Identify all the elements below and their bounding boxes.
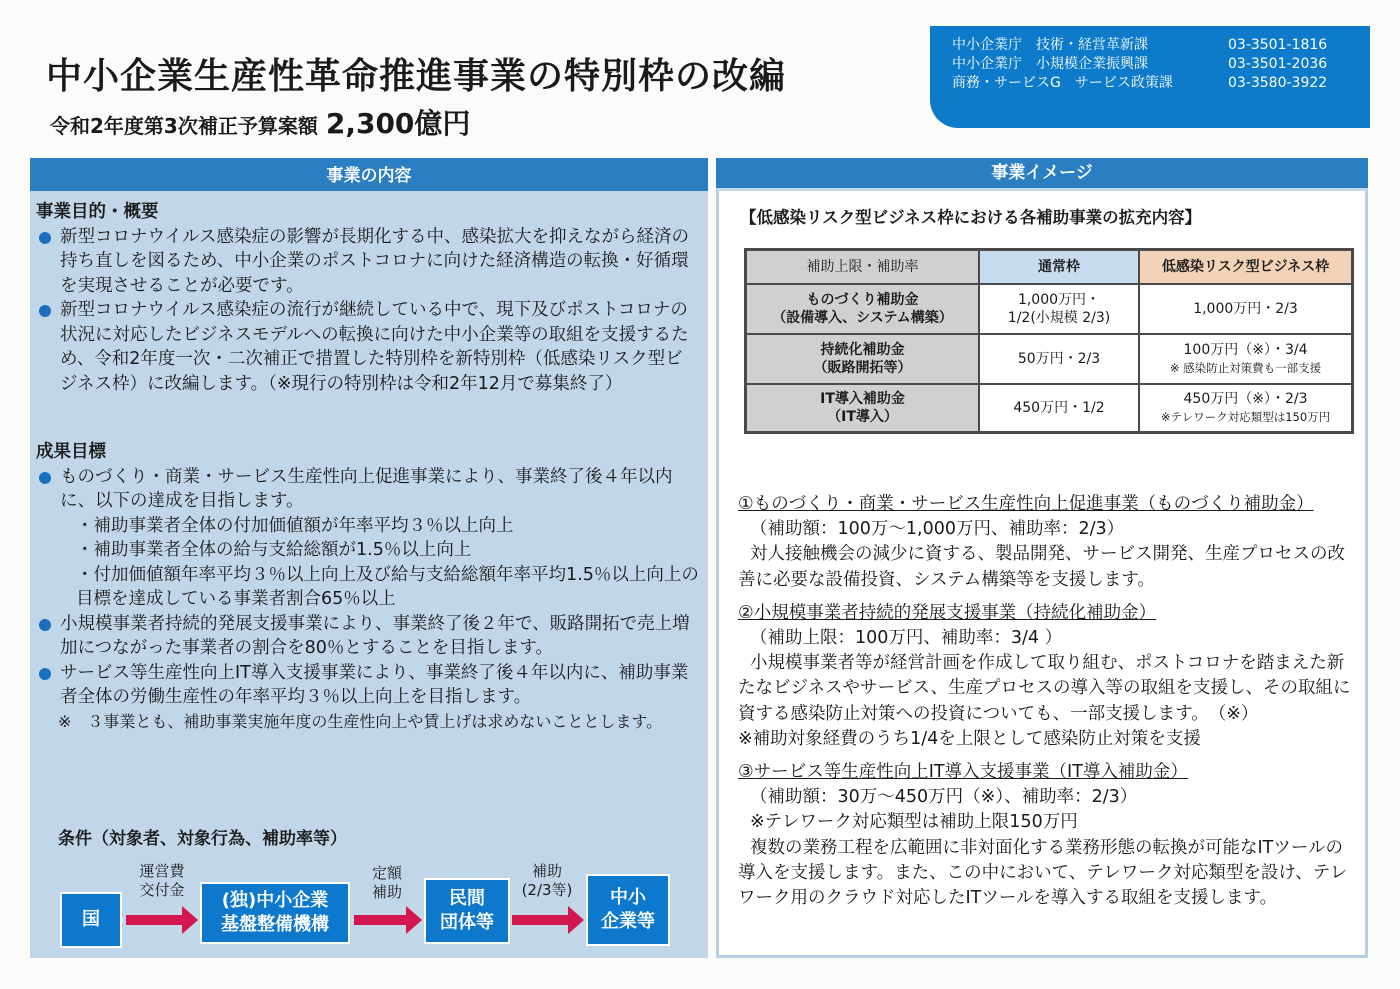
table-header: 低感染リスク型ビジネス枠 (1140, 251, 1351, 285)
table-cell-special: 450万円（※）・2/3 ※テレワーク対応類型は150万円 (1160, 391, 1331, 424)
contact-dept: 中小企業庁 技術・経営革新課 (952, 37, 1148, 53)
purpose-heading: 事業目的・概要 (36, 202, 159, 222)
business-content-heading: 事業の内容 (30, 158, 708, 194)
flow-arrow-icon (126, 910, 198, 930)
budget-amount: 2,300億円 (325, 107, 471, 140)
bullet-dot-icon (39, 472, 51, 484)
contact-phone: 03-3501-1816 (1228, 37, 1328, 53)
table-row-label: ものづくり補助金 （設備導入、システム構築） (747, 285, 980, 335)
contact-row (952, 74, 1370, 93)
item-note: ※テレワーク対応類型は補助上限150万円 (750, 812, 1078, 833)
goal-bullet: ものづくり・商業・サービス生産性向上促進事業により、事業終了後４年以内に、以下の達成を目指します。 (36, 465, 700, 514)
goal-note: ※ ３事業とも、補助事業実施年度の生産性向上や賃上げは求めないこととします。 (58, 711, 663, 731)
item-condition: （補助上限：100万円、補助率：3/4 ） (750, 628, 1063, 649)
purpose-bullet: 新型コロナウイルス感染症の影響が長期化する中、感染拡大を抑えながら経済の持ち直しを図るため、中小企業のポストコロナに向けた経済構造の転換・好循環を実現させることが必要です。 (36, 225, 700, 299)
contact-phone: 03-3501-2036 (1228, 56, 1328, 72)
budget-label: 令和2年度第3次補正予算案額 (50, 114, 318, 138)
table-header: 補助上限・補助率 (747, 251, 980, 285)
item-description: 小規模事業者等が経営計画を作成して取り組む、ポストコロナを踏まえた新たなビジネスやサービス、生産プロセスの導入等の取組を支援し、その取組に資する感染防止対策への投資についても、一部支援します。 （※） (738, 653, 1351, 724)
business-image-heading: 事業イメージ (716, 158, 1368, 191)
table-cell-normal: 1,000万円・ 1/2(小規模 2/3) (980, 285, 1140, 335)
bullet-dot-icon (39, 232, 51, 244)
table-title: 【低感染リスク型ビジネス枠における各補助事業の拡充内容】 (740, 208, 1202, 227)
table-row-label: IT導入補助金 （IT導入） (747, 385, 980, 431)
contact-box (930, 26, 1370, 128)
subsidy-table (744, 248, 1354, 434)
contact-dept: 商務・サービスG サービス政策課 (952, 75, 1173, 91)
goal-sub-item: ・付加価値額年率平均３％以上向上及び給与支給総額年率平均1.5％以上向上の目標を達成している事業者割合65％以上 (76, 564, 699, 609)
contact-dept: 中小企業庁 小規模企業振興課 (952, 56, 1148, 72)
flow-label-grant: 運営費 交付金 (139, 862, 185, 899)
flow-label-subsidy: 補助 (2/3等) (521, 862, 573, 899)
item-note: ※補助対象経費のうち1/4を上限として感染防止対策を支援 (738, 728, 1201, 749)
item-heading: ②小規模事業者持続的発展支援事業（持続化補助金） (738, 602, 1157, 623)
contact-phone: 03-3580-3922 (1228, 75, 1328, 91)
flow-arrow-icon (354, 910, 422, 930)
purpose-bullet: 新型コロナウイルス感染症の流行が継続している中で、現下及びポストコロナの状況に対応したビジネスモデルへの転換に向けた中小企業等の取組を支援するため、令和2年度一次・二次補正で措置した特別枠を新特別枠（低感染リスク型ビジネス枠）に改編します。（※現行の特別枠は令和2年12月で募集終了） (36, 298, 700, 396)
bullet-dot-icon (39, 668, 51, 680)
business-content-body (30, 194, 708, 734)
item-description: 対人接触機会の減少に資する、製品開発、サービス開発、生産プロセスの改善に必要な設備投資、システム構築等を支援します。 (738, 544, 1345, 590)
table-cell-normal: 450万円・1/2 (980, 385, 1140, 431)
item-condition: （補助額：100万～1,000万円、補助率：2/3） (750, 519, 1125, 540)
goal-sub-item: ・補助事業者全体の付加価値額が年率平均３％以上向上 (76, 515, 514, 536)
flow-label-fixed: 定額 補助 (371, 864, 402, 901)
item-description: 複数の業務工程を広範囲に非対面化する業務形態の転換が可能なITツールの導入を支援します。また、この中において、テレワーク対応類型を設け、テレワーク用のクラウド対応したITツールを導入する取組を支援します。 (738, 837, 1348, 909)
contact-row (952, 36, 1370, 55)
budget-subtitle (50, 102, 470, 142)
flow-box-sme: 中小 企業等 (586, 874, 670, 946)
flow-box-private: 民間 団体等 (424, 878, 510, 944)
page-title: 中小企業生産性革命推進事業の特別枠の改編 (46, 56, 787, 97)
flow-box-smrj: (独)中小企業 基盤整備機構 (200, 882, 350, 944)
table-row-label: 持続化補助金 （販路開拓等） (747, 335, 980, 385)
bullet-dot-icon (39, 305, 51, 317)
business-image-body (738, 492, 1358, 911)
flow-arrow-icon (512, 910, 584, 930)
table-cell-special: 1,000万円・2/3 (1140, 285, 1351, 335)
item-heading: ③サービス等生産性向上IT導入支援事業（IT導入補助金） (738, 762, 1188, 783)
table-header: 通常枠 (980, 251, 1140, 285)
goal-sub-item: ・補助事業者全体の給与支給総額が1.5％以上向上 (76, 540, 472, 560)
table-cell-normal: 50万円・2/3 (980, 335, 1140, 385)
goal-bullet: 小規模事業者持続的発展支援事業により、事業終了後２年で、販路開拓で売上増加につながった事業者の割合を80％とすることを目指します。 (36, 612, 700, 661)
table-cell-special: 100万円（※）・3/4 ※ 感染防止対策費も一部支援 (1140, 335, 1351, 385)
item-condition: （補助額：30万～450万円（※）、補助率：2/3） (750, 787, 1138, 808)
conditions-heading: 条件（対象者、対象行為、補助率等） (58, 829, 347, 849)
flow-box-country: 国 (60, 892, 122, 948)
goal-bullet: サービス等生産性向上IT導入支援事業により、事業終了後４年以内に、補助事業者全体の労働生産性の年率平均３％以上向上を目指します。 (36, 661, 700, 710)
funding-flow-diagram (30, 852, 708, 958)
bullet-dot-icon (39, 619, 51, 631)
item-heading: ①ものづくり・商業・サービス生産性向上促進事業（ものづくり補助金） (738, 494, 1314, 514)
goal-heading: 成果目標 (36, 442, 106, 462)
contact-row (952, 55, 1370, 74)
